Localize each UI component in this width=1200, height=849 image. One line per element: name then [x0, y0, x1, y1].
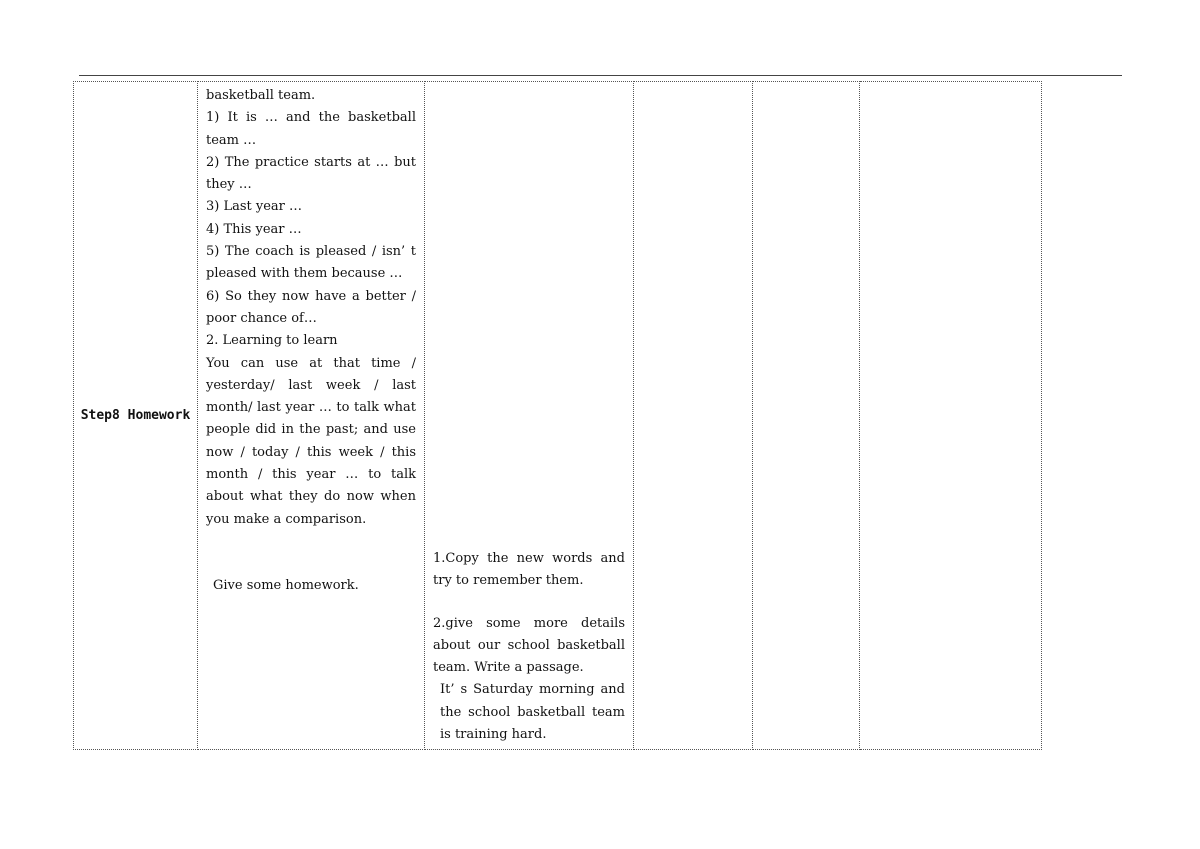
content-line: 2) The practice starts at … but they … — [206, 154, 416, 193]
content-line: 1) It is … and the basketball team … — [206, 110, 416, 148]
homework-item: It’ s Saturday morning and the school basketball team is training hard. — [440, 682, 625, 743]
content-line: 5) The coach is pleased / isn’ t pleased with them because … — [206, 244, 416, 282]
table-row — [74, 82, 1042, 750]
empty-cell — [634, 82, 753, 750]
teacher-activity: Give some homework. — [213, 577, 359, 593]
empty-cell — [860, 82, 1042, 750]
content-line: 3) Last year … — [206, 199, 303, 215]
content-line: 2. Learning to learn — [206, 333, 338, 349]
homework-item: 2.give some more details about our school basketball team. Write a passage. — [433, 615, 625, 676]
content-line: 6) So they now have a better / poor chance of… — [206, 288, 416, 326]
content-line: You can use at that time / yesterday/ last week / last month/ last year … to talk what people did in the past; and use now / today / this week / this month / this year … to talk about what they do now when you make a comparison. — [206, 355, 416, 527]
content-line: 4) This year … — [206, 221, 302, 237]
step-label: Step8 Homework — [74, 82, 198, 750]
homework-cell — [425, 82, 634, 750]
homework-item: 1.Copy the new words and try to remember them. — [433, 551, 625, 589]
empty-cell — [753, 82, 860, 750]
header-rule — [79, 75, 1122, 76]
content-cell — [198, 82, 425, 750]
lesson-plan-table — [73, 81, 1042, 750]
content-line: basketball team. — [206, 88, 316, 103]
